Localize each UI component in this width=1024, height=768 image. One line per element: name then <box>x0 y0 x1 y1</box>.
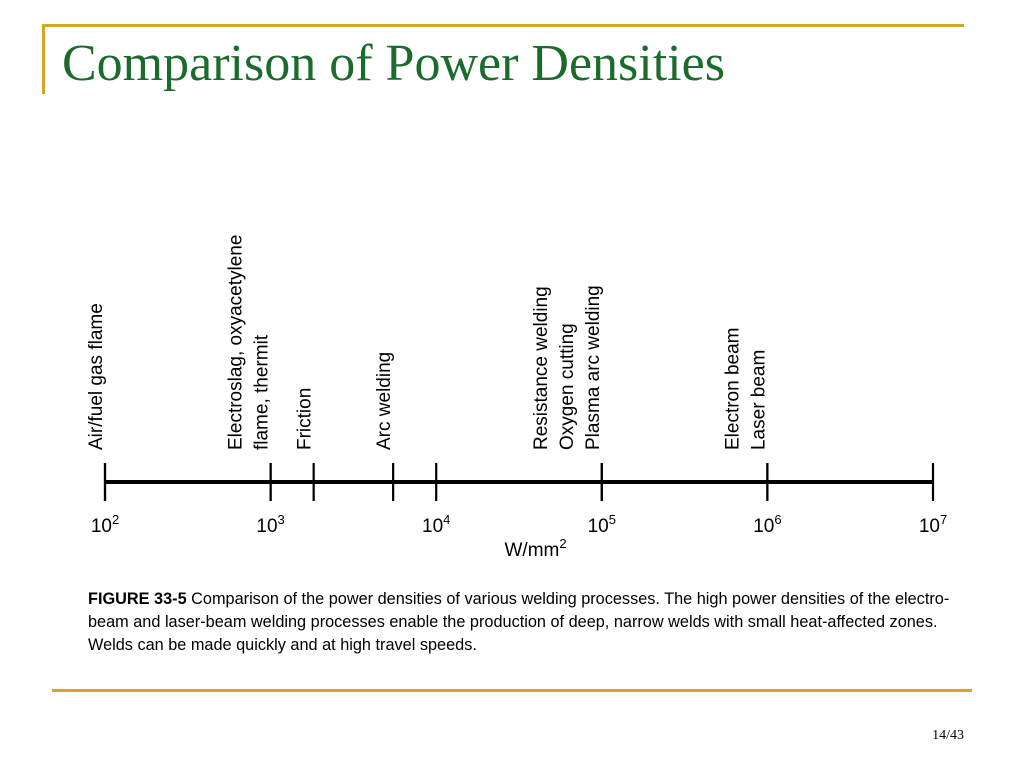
slide-title: Comparison of Power Densities <box>62 35 725 92</box>
decade-tick-label: $10^6$ <box>753 512 782 537</box>
process-marker-label: Arc welding <box>374 351 396 450</box>
decade-tick-label: $10^3$ <box>256 512 285 537</box>
figure-label: FIGURE 33-5 <box>88 590 187 608</box>
decade-tick-label: $10^4$ <box>422 512 451 537</box>
process-marker-label: flame, thermit <box>251 334 273 450</box>
figure-caption <box>88 588 968 657</box>
process-marker-label: Electroslag, oxyacetylene <box>225 234 247 450</box>
decade-tick-label: $10^2$ <box>90 512 120 537</box>
unit-label: $W/mm^2$ <box>504 536 567 561</box>
decade-tick-label: $10^7$ <box>918 512 948 537</box>
decade-tick-label: $10^5$ <box>587 512 616 537</box>
process-marker-label: Oxygen cutting <box>556 323 578 450</box>
process-marker-label: Laser beam <box>748 349 770 450</box>
frame-top-rule <box>42 24 964 27</box>
page-number: 14/43 <box>932 728 964 743</box>
process-marker-label: Plasma arc welding <box>582 285 604 450</box>
process-marker-label: Electron beam <box>722 327 744 450</box>
process-marker-label: Resistance welding <box>530 286 552 450</box>
process-marker-label: Friction <box>294 387 316 450</box>
power-density-scale <box>0 180 1024 570</box>
bottom-rule <box>52 689 972 692</box>
process-marker-label: Air/fuel gas flame <box>86 303 107 450</box>
frame-left-rule <box>42 24 45 94</box>
figure-caption-text: Comparison of the power densities of various welding processes. The high power densities of the electro-beam and laser-beam welding processes enable the production of deep, narrow welds with small heat-affected zones. Welds can be made quickly and at high travel speeds. <box>88 590 950 654</box>
